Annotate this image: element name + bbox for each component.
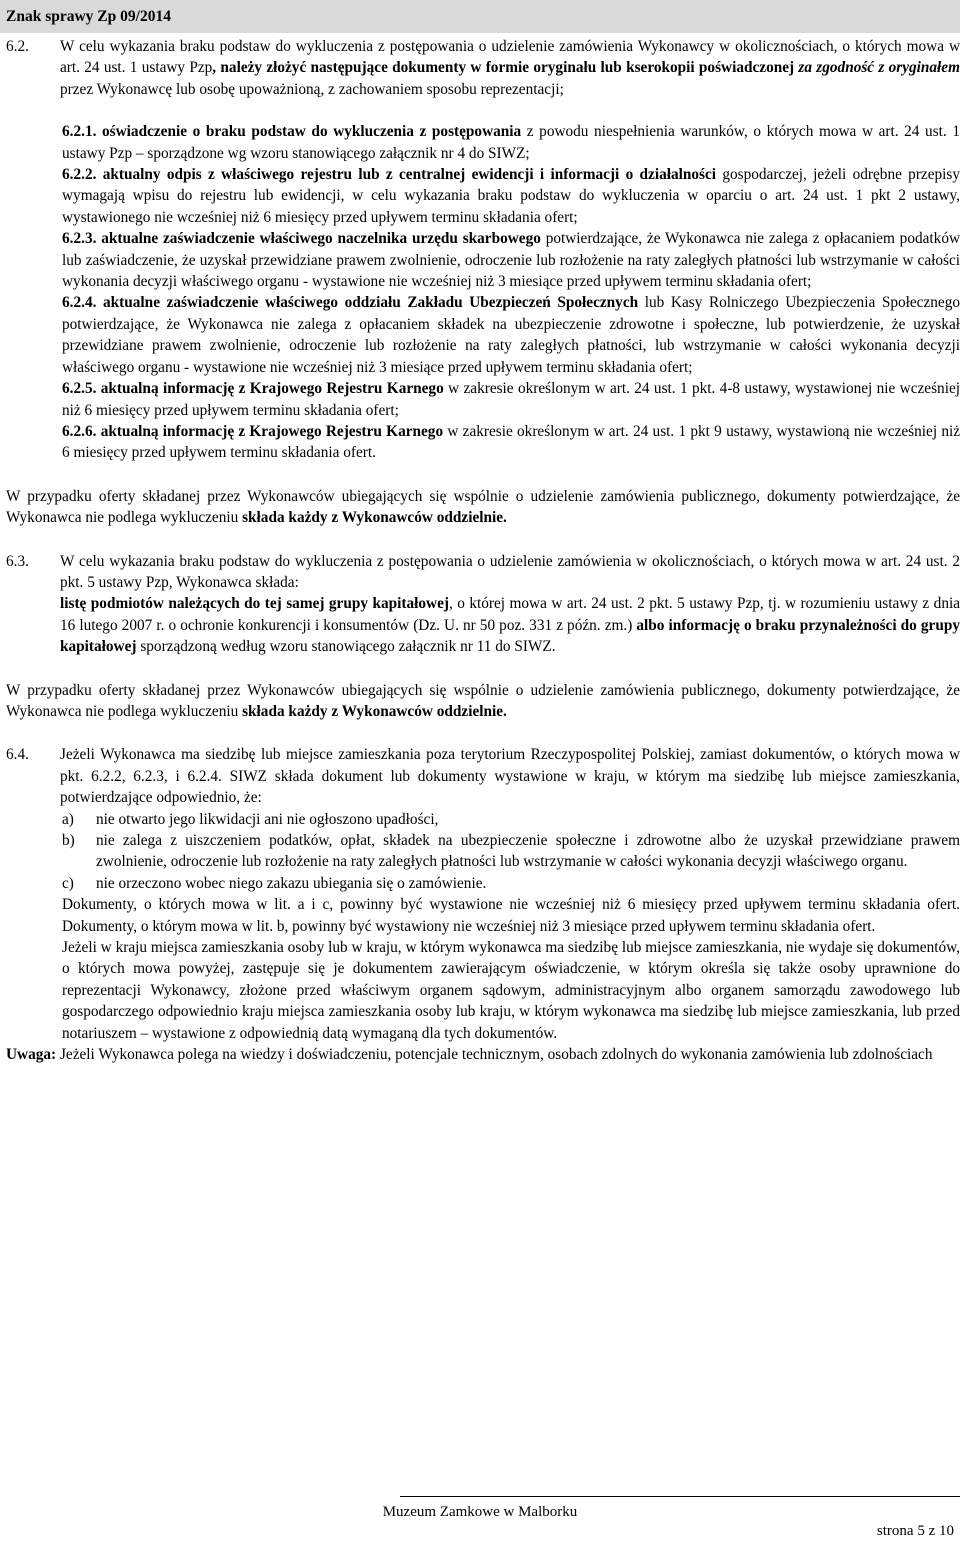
section-number: 6.2.4. <box>62 294 97 312</box>
footer-divider <box>400 1496 960 1497</box>
section-6-4: 6.4. Jeżeli Wykonawca ma siedzibę lub miejsce zamieszkania poza terytorium Rzeczypospolitej Polskiej, zamiast dokumentów, o których mowa w pkt. 6.2.2, 6.2.3, i 6.2.4. SIWZ składa dokument lub dokumenty wystawione w kraju, w którym ma siedzibę lub miejsce zamieszkania, potwierdzające odpowiednio, że: <box>6 746 960 807</box>
joint-bidders-note-1: W przypadku oferty składanej przez Wykonawców ubiegających się wspólnie o udzielenie zamówienia publicznego, dokumenty potwierdzające, że Wykonawca nie podlega wykluczeniu składa każdy z Wykonawców oddzielnie. <box>6 487 960 527</box>
section-6-2: 6.2. W celu wykazania braku podstaw do wykluczenia z postępowania o udzielenie zamówienia Wykonawcy w okolicznościach, o których mowa w art. 24 ust. 1 ustawy Pzp, należy złożyć następujące dokumenty w formie oryginału lub kserokopii poświadczonej za zgodność z oryginałem przez Wykonawcę lub osobę upoważnioną, z zachowaniem sposobu reprezentacji; <box>6 38 960 98</box>
section-number: 6.2.3. <box>62 230 97 248</box>
case-number: Znak sprawy Zp 09/2014 <box>6 8 171 25</box>
section-number: 6.4. <box>6 746 29 764</box>
section-6-2-1: 6.2.1. oświadczenie o braku podstaw do wykluczenia z postępowania z powodu niespełnienia warunków, o których mowa w art. 24 ust. 1 ustawy Pzp – sporządzone wg wzoru stanowiącego załącznik nr 4 do SIWZ; <box>62 123 960 162</box>
section-number: 6.2.2. <box>62 166 97 184</box>
footer-institution: Muzeum Zamkowe w Malborku <box>382 1504 578 1520</box>
document-body <box>0 36 960 1065</box>
section-6-4-validity: Dokumenty, o których mowa w lit. a i c, powinny być wystawione nie wcześniej niż 6 miesięcy przed upływem terminu składania ofert. Dokumenty, o którym mowa w lit. b, powinny być wystawiony nie wcześniej niż 3 miesiące przed upływem terminu składania ofert. <box>62 896 960 935</box>
list-item: c) nie orzeczono wobec niego zakazu ubiegania się o zamówienie. <box>62 874 487 892</box>
note-label: Uwaga: <box>6 1046 57 1064</box>
section-6-2-2: 6.2.2. aktualny odpis z właściwego rejestru lub z centralnej ewidencji i informacji o działalności gospodarczej, jeżeli odrębne przepisy wymagają wpisu do rejestru lub ewidencji, w celu wykazania braku podstaw do wykluczenia w oparciu o art. 24 ust. 1 pkt 2 ustawy, wystawionego nie wcześniej niż 6 miesięcy przed upływem terminu składania ofert; <box>62 166 960 226</box>
section-number: 6.2.1. <box>62 123 97 141</box>
joint-bidders-note-2: W przypadku oferty składanej przez Wykonawców ubiegających się wspólnie o udzielenie zamówienia publicznego, dokumenty potwierdzające, że Wykonawca nie podlega wykluczeniu składa każdy z Wykonawców oddzielnie. <box>6 681 960 720</box>
section-number: 6.2. <box>6 38 29 55</box>
section-number: 6.2.6. <box>62 422 97 440</box>
list-item: a) nie otwarto jego likwidacji ani nie ogłoszono upadłości, <box>62 810 439 828</box>
page-number: strona 5 z 10 <box>876 1523 954 1539</box>
section-6-2-5: 6.2.5. aktualną informację z Krajowego Rejestru Karnego w zakresie określonym w art. 24 ust. 1 pkt. 4-8 ustawy, wystawionej nie wcześniej niż 6 miesięcy przed upływem terminu składania ofert; <box>62 380 960 419</box>
section-6-4-substitute: Jeżeli w kraju miejsca zamieszkania osoby lub w kraju, w którym wykonawca ma siedzibę lub miejsce zamieszkania, nie wydaje się dokumentów, o których mowa powyżej, zastępuje się je dokumentem zawierającym oświadczenie, w którym określa się także osoby uprawnione do reprezentacji Wykonawcy, złożone przed właściwym organem sądowym, administracyjnym albo organem samorządu zawodowego lub gospodarczego odpowiednio kraju miejsca zamieszkania osoby lub kraju, w którym wykonawca ma siedzibę lub miejsce zamieszkania, lub przed notariuszem – wystawione z odpowiednią datą wymaganą dla tych dokumentów. <box>62 939 960 1042</box>
document-header <box>0 0 960 33</box>
section-number: 6.3. <box>6 552 29 570</box>
section-6-2-4: 6.2.4. aktualne zaświadczenie właściwego oddziału Zakładu Ubezpieczeń Społecznych lub Kasy Rolniczego Ubezpieczenia Społecznego potwierdzające, że Wykonawca nie zalega z opłacaniem składek na ubezpieczenie zdrowotne i społeczne, lub potwierdzenie, że uzyskał przewidziane prawem zwolnienie, odroczenie lub rozłożenie na raty zaległych płatności, lub wstrzymanie w całości wykonania decyzji właściwego organu - wystawione nie wcześniej niż 3 miesiące przed upływem terminu składania ofert; <box>62 294 960 376</box>
section-6-2-6: 6.2.6. aktualną informację z Krajowego Rejestru Karnego w zakresie określonym w art. 24 ust. 1 pkt 9 ustawy, wystawioną nie wcześniej niż 6 miesięcy przed upływem terminu składania ofert. <box>62 422 960 462</box>
section-6-3: 6.3. W celu wykazania braku podstaw do wykluczenia z postępowania o udzielenie zamówienia w okolicznościach, o których mowa w art. 24 ust. 2 pkt. 5 ustawy Pzp, Wykonawca składa: listę podmiotów należących do tej samej grupy kapitałowej, o której mowa w art. 24 ust. 2 pkt. 5 ustawy Pzp, tj. w rozumieniu ustawy z dnia 16 lutego 2007 r. o ochronie konkurencji i konsumentów (Dz. U. nr 50 poz. 331 z późn. zm.) albo informację o braku przynależności do grupy kapitałowej sporządzoną według wzoru stanowiącego załącznik nr 11 do SIWZ. <box>6 552 960 656</box>
section-number: 6.2.5. <box>62 380 97 398</box>
section-6-2-3: 6.2.3. aktualne zaświadczenie właściwego naczelnika urzędu skarbowego potwierdzające, że Wykonawca nie zalega z opłacaniem podatków lub zaświadczenie, że uzyskał przewidziane prawem zwolnienie, odroczenie lub rozłożenie na raty zaległych płatności lub wstrzymanie w całości wykonania decyzji właściwego organu - wystawione nie wcześniej niż 3 miesiące przed upływem terminu składania ofert; <box>62 230 960 291</box>
note-paragraph: Uwaga: Jeżeli Wykonawca polega na wiedzy i doświadczeniu, potencjale technicznym, osobach zdolnych do wykonania zamówienia lub zdolnościach <box>6 1046 933 1064</box>
list-item: b) nie zalega z uiszczeniem podatków, opłat, składek na ubezpieczenie społeczne i zdrowotne albo że uzyskał przewidziane prawem zwolnienie, odroczenie lub rozłożenie na raty zaległych płatności lub wstrzymanie w całości wykonania decyzji właściwego organu. <box>62 832 960 871</box>
